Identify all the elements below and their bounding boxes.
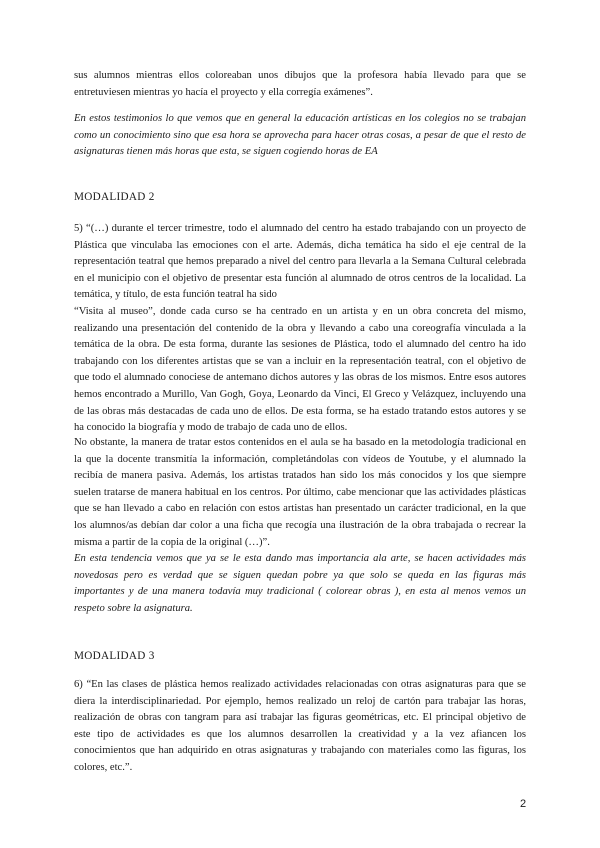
paragraph-no-obstante: No obstante, la manera de tratar estos contenidos en el aula se ha basado en la metodología tradicional en la que la docente transmitía la información, completándolas con vídeos de Youtube, y el alumnado la recibía de manera pasiva. Además, los artistas tratados han sido los más conocidos y los que siempre suelen tratarse de manera habitual en los centros. Por último, cabe mencionar que las actividades plásticas que se han llevado a cabo en relación con estos artistas han presentado un carácter tradicional, en la que los alumnos/as debían dar color a una ficha que recogía una ilustración de la obra trabajada o recrear la misma a partir de la copia de la original (…)”. (74, 437, 526, 548)
paragraph-testimony-6: 6) “En las clases de plástica hemos realizado actividades relacionadas con otras asignaturas para que se diera la interdisciplinariedad. Por ejemplo, hemos realizado un reloj de cartón para trabajar las horas, realización de obras con tangram para así trabajar las figuras geométricas, etc. El principal objetivo de este tipo de actividades es que los alumnos desarrollen la creatividad y a la vez afiancen los conocimientos que han adquirido en otras asignaturas y trabajando con materiales como las figuras, los colores, etc.”. (74, 679, 526, 773)
paragraph-visita-museo: “Visita al museo”, donde cada curso se ha centrado en un artista y en un obra concreta del mismo, realizando una presentación del contenido de la obra y llevando a cabo una coreografía vinculada a la temática de la obra. De esta forma, durante las sesiones de Plástica, todo el alumnado del centro ha ido trabajando con los diferentes artistas que se van a incluir en la representación teatral, con el objetivo de que todo el alumnado conociese de antemano dichos autores y las obras de los mismos. Entre esos autores hemos encontrado a Murillo, Van Gogh, Goya, Leonardo da Vinci, El Greco y Velázquez, incluyendo una de las obras más destacadas de cada uno de ellos. De esta forma, se ha estado tratando estos autores y se ha conocido la biografía y modo de trabajo de cada uno de ellos. (74, 306, 526, 434)
heading-modalidad-3: MODALIDAD 3 (74, 650, 155, 662)
paragraph-commentary-1: En estos testimonios lo que vemos que en general la educación artísticas en los colegios no se trabajan como un conocimiento sino que esa hora se aprovecha para hacer otras cosas, a pesar de que el resto de asignaturas tienen más horas que esta, se siguen cogiendo horas de EA (74, 113, 526, 158)
paragraph-commentary-2: En esta tendencia vemos que ya se le esta dando mas importancia ala arte, se hacen actividades más novedosas pero es verdad que se siguen quedan pobre ya que solo se queda en las figuras más importantes y de una manera todavía muy tradicional ( colorear obras ), en esta al menos vemos un respeto sobre la asignatura. (74, 553, 526, 614)
heading-modalidad-2: MODALIDAD 2 (74, 191, 155, 203)
paragraph-testimony-5: 5) “(…) durante el tercer trimestre, todo el alumnado del centro ha estado trabajando con un proyecto de Plástica que vinculaba las emociones con el arte. Además, dicha temática ha sido el eje central de la representación teatral que hemos preparado a nivel del centro para llevarla a la Semana Cultural celebrada en el municipio con el objetivo de presentar esta función al alumnado de otros centros de la localidad. La temática, y título, de esta función teatral ha sido (74, 223, 526, 301)
page-number: 2 (520, 798, 527, 810)
paragraph-testimony-end: sus alumnos mientras ellos coloreaban unos dibujos que la profesora había llevado para que se entretuviesen mientras yo hacía el proyecto y ella corregía exámenes”. (74, 70, 526, 98)
